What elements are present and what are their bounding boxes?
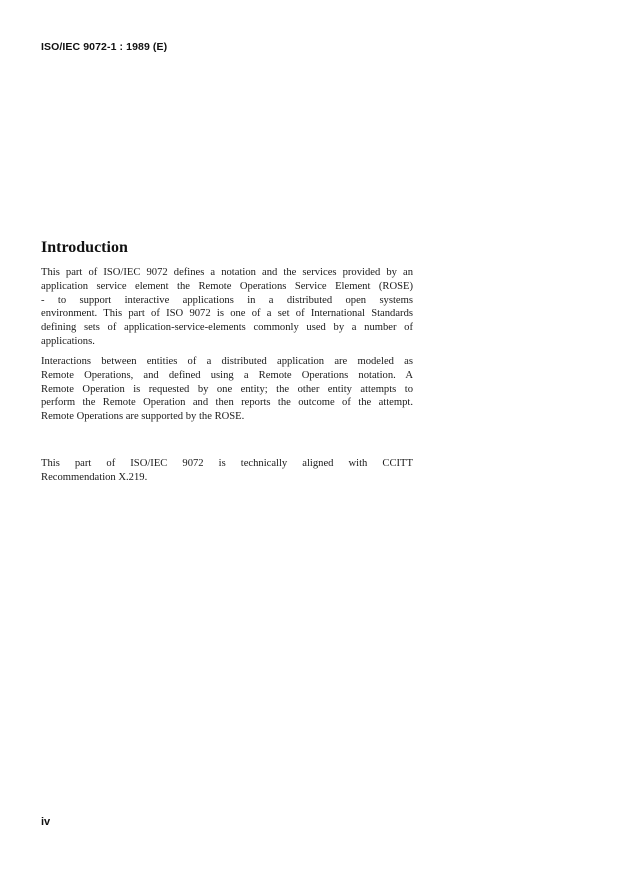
paragraph-line: Remote Operations, and defined using a Remote Operations notation. A <box>41 369 413 381</box>
paragraph-interactions <box>41 355 413 424</box>
paragraph-alignment <box>41 457 413 485</box>
document-header: ISO/IEC 9072-1 : 1989 (E) <box>41 41 168 53</box>
paragraph-line: perform the Remote Operation and then reports the outcome of the attempt. <box>41 397 413 409</box>
paragraph-line: Remote Operation is requested by one entity; the other entity attempts to <box>41 383 413 395</box>
paragraph-scope <box>41 266 413 349</box>
paragraph-line: environment. This part of ISO 9072 is one of a set of International Standards <box>41 308 413 320</box>
page-number: iv <box>41 816 51 828</box>
paragraph-line: This part of ISO/IEC 9072 is technically aligned with CCITT <box>41 458 413 469</box>
section-title: Introduction <box>41 239 128 256</box>
paragraph-line: application service element the Remote Operations Service Element (ROSE) <box>41 280 413 292</box>
paragraph-line: - to support interactive applications in a distributed open systems <box>41 294 413 306</box>
paragraph-line: Recommendation X.219. <box>41 471 148 483</box>
paragraph-line: applications. <box>41 335 95 347</box>
paragraph-line: Remote Operations are supported by the ROSE. <box>41 411 245 423</box>
paragraph-line: Interactions between entities of a distributed application are modeled as <box>41 356 413 367</box>
paragraph-line: This part of ISO/IEC 9072 defines a notation and the services provided by an <box>41 267 413 278</box>
paragraph-line: defining sets of application-service-elements commonly used by a number of <box>41 322 413 334</box>
